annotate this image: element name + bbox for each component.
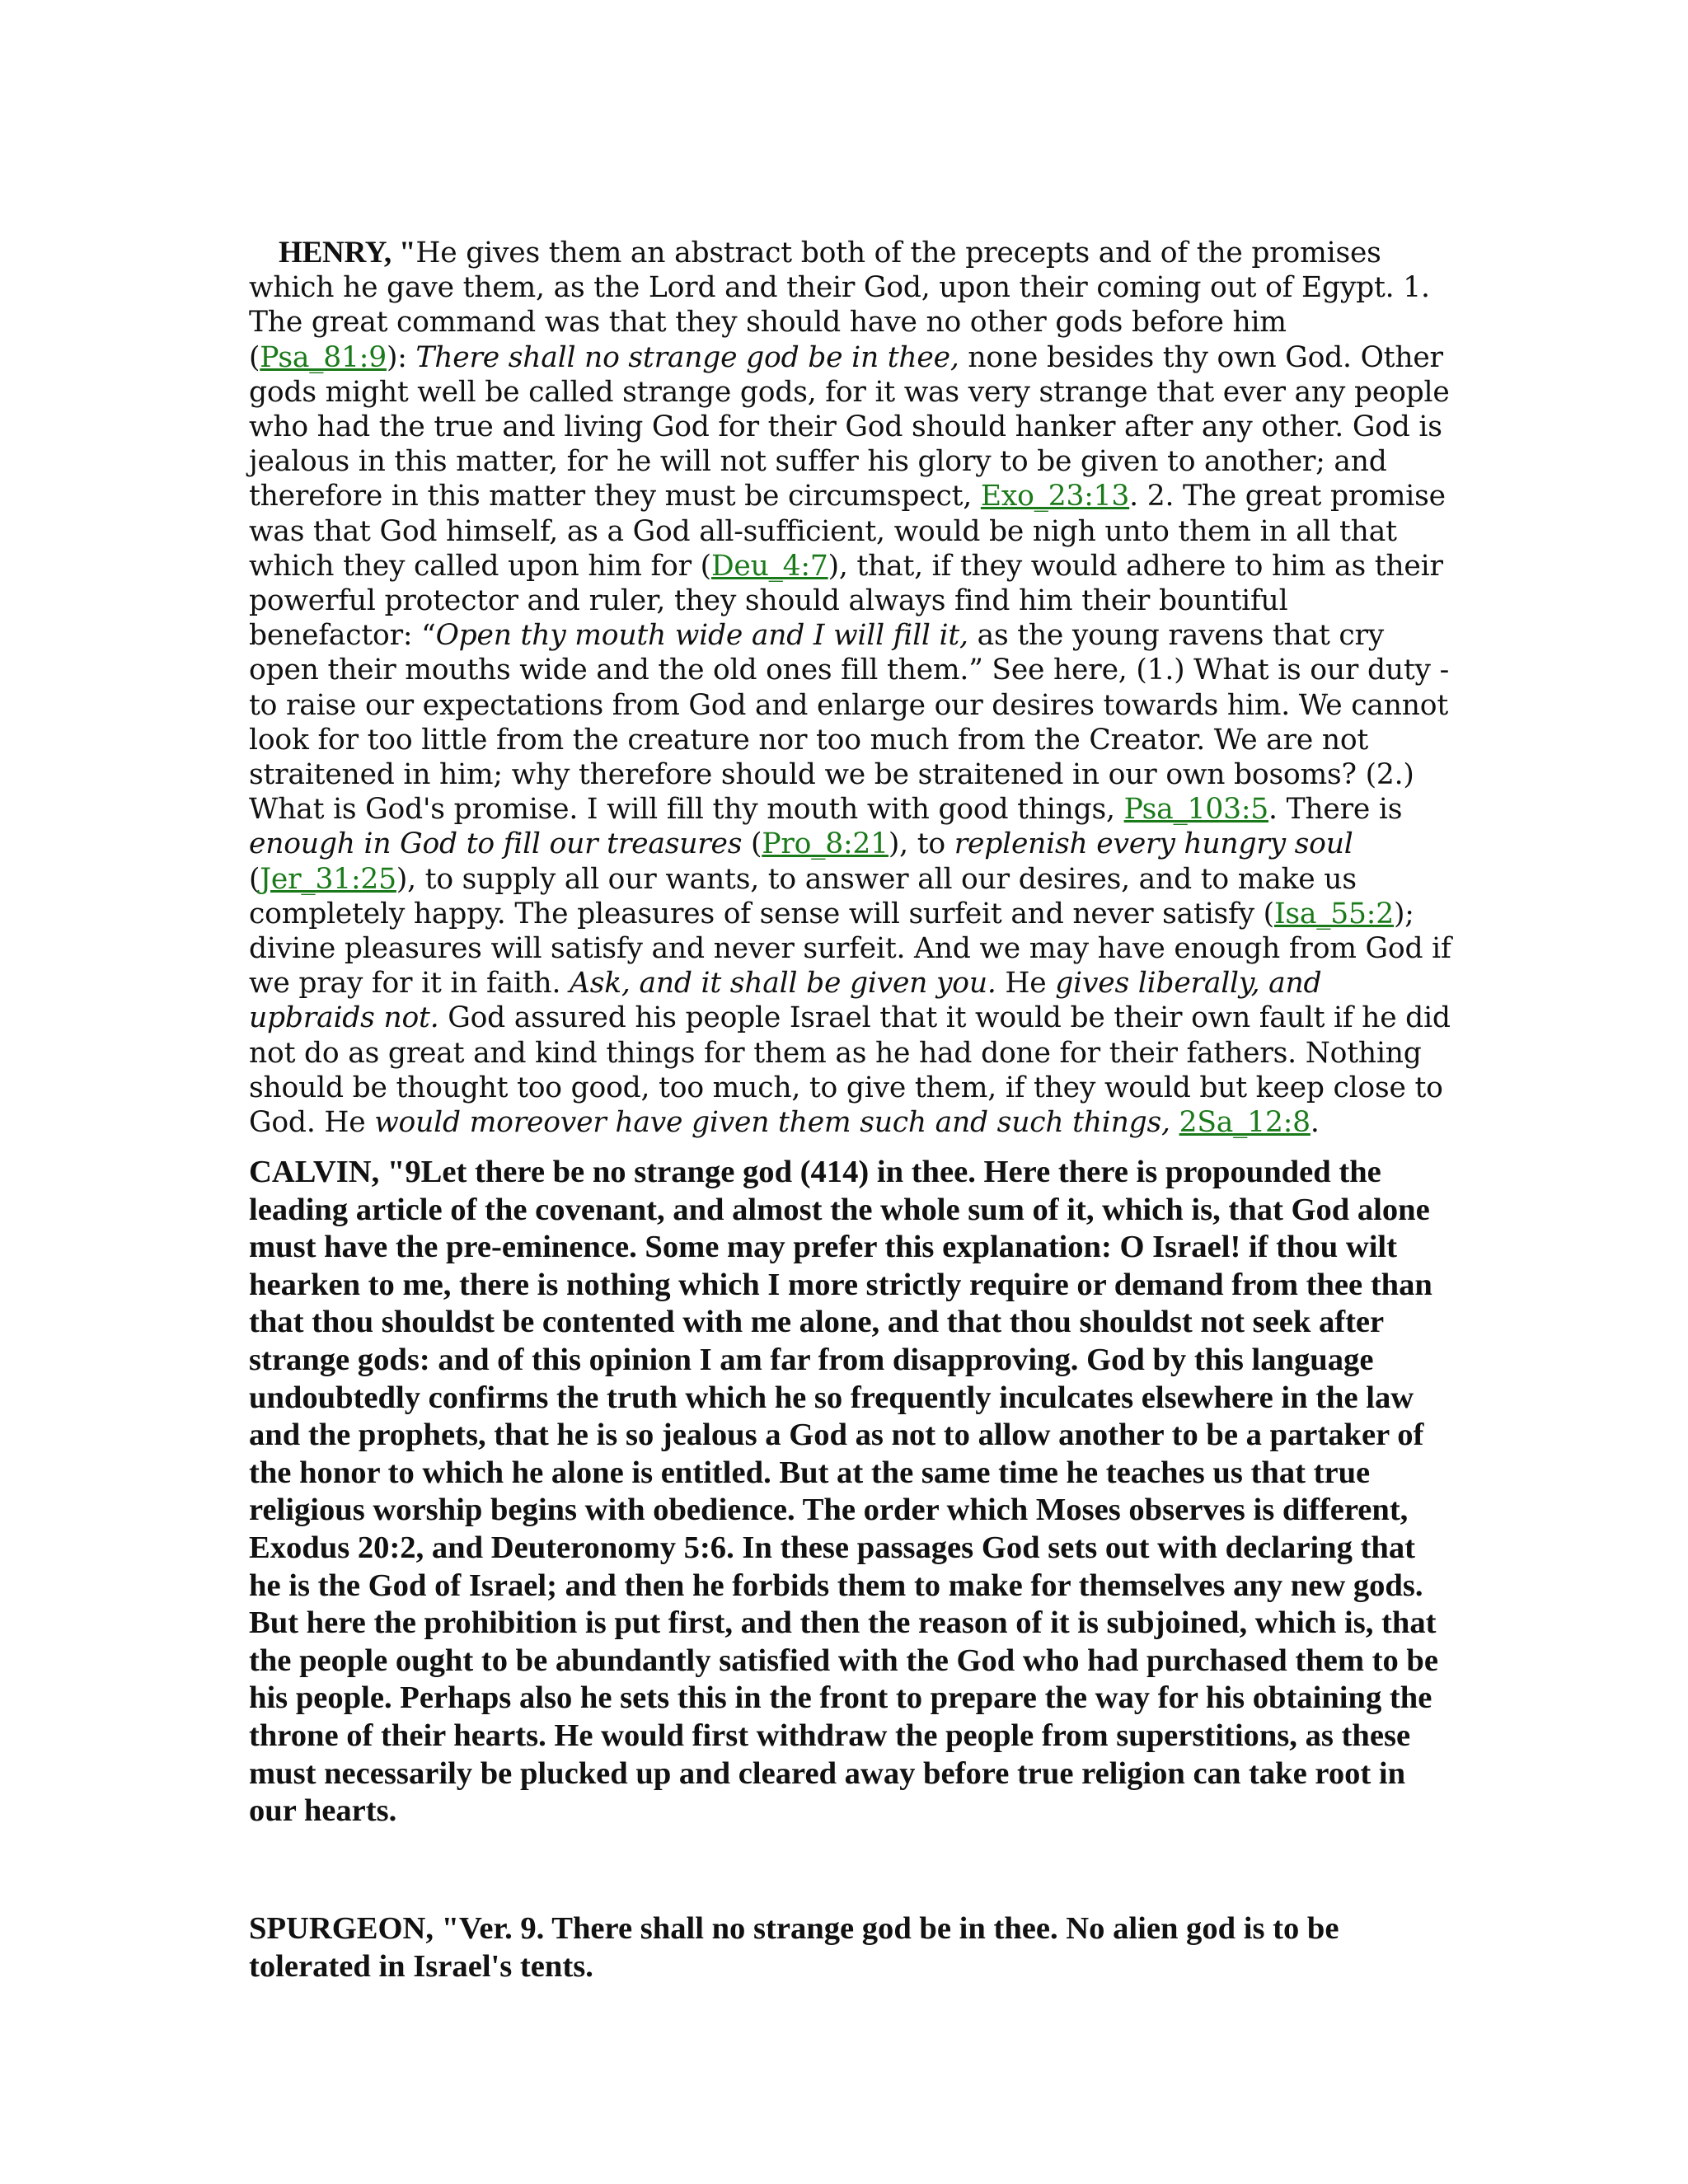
henry-text: . There is (1268, 793, 1403, 827)
henry-text (1170, 1106, 1179, 1139)
henry-italic-text: Ask, and it shall be given you. (570, 967, 996, 1001)
henry-text: He (996, 967, 1056, 1001)
scripture-link-psa-103-5[interactable]: Psa_103:5 (1123, 793, 1269, 827)
henry-commentary (249, 236, 1452, 1140)
scripture-link-exo-23-13[interactable]: Exo_23:13 (980, 480, 1130, 513)
henry-italic-text: Open thy mouth wide and I will fill it, (435, 619, 968, 653)
henry-text: . 2. The great promise was that God himself, as a God all-sufficient, would be nigh unto them in all that which they called upon him for ( (249, 480, 1446, 583)
henry-text: ): (386, 340, 416, 374)
scripture-link-2sa-12-8[interactable]: 2Sa_12:8 (1179, 1106, 1311, 1140)
henry-text: He gives them an abstract both of the precepts and of the promises which he gave them, as the Lord and their God, upon their coming out of Egypt. 1. The great command was that they should have no other gods before him ( (249, 237, 1430, 374)
henry-text: God assured his people Israel that it would be their own fault if he did not do as great and kind things for them as he had done for their fathers. Nothing should be thought too good, too much, to give them, if they would but keep close to God. He (249, 1001, 1451, 1140)
henry-text: . (1310, 1106, 1320, 1140)
henry-text: none besides thy own God. Other gods might well be called strange gods, for it was very strange that ever any people who had the true and living God for their God should hanker after any other. God is jealous in this matter, for he will not suffer his glory to be given to another; and therefore in this matter they must be circumspect, (249, 340, 1450, 513)
scripture-link-psa-81-9[interactable]: Psa_81:9 (260, 340, 387, 374)
henry-italic-text: replenish every hungry soul (954, 827, 1353, 861)
henry-italic-text: gives liberally, and upbraids not. (249, 967, 1322, 1035)
henry-italic-text: would moreover have given them such and such things, (374, 1106, 1170, 1140)
henry-text: ), that, if they would adhere to him as their powerful protector and ruler, they should always find him their bountiful benefactor: “ (249, 549, 1443, 653)
henry-text: ( (249, 862, 260, 896)
scripture-link-deu-4-7[interactable]: Deu_4:7 (710, 549, 828, 583)
henry-text: ), to supply all our wants, to answer all our desires, and to make us completely happy. The pleasures of sense will surfeit and never satisfy ( (249, 862, 1357, 930)
scripture-link-jer-31-25[interactable]: Jer_31:25 (260, 862, 396, 896)
henry-author-label: HENRY, " (279, 236, 416, 269)
scripture-link-isa-55-2[interactable]: Isa_55:2 (1273, 897, 1394, 930)
henry-text: ), to (888, 827, 954, 861)
henry-italic-text: There shall no strange god be in thee, (415, 340, 959, 374)
scripture-link-pro-8-21[interactable]: Pro_8:21 (762, 827, 889, 861)
henry-text: ); divine pleasures will satisfy and never surfeit. And we may have enough from God if we pray for it in faith. (249, 897, 1451, 1001)
henry-text: as the young ravens that cry open their mouths wide and the old ones fill them.” See here, (1.) What is our duty - to raise our expectations from God and enlarge our desires towards him. We cannot look for too little from the creature nor too much from the Creator. We are not straitened in him; why therefore should we be straitened in our own bosoms? (2.) What is God's promise. I will fill thy mouth with good things, (249, 619, 1450, 827)
calvin-commentary: CALVIN, "9Let there be no strange god (414) in thee. Here there is propounded the leading article of the covenant, and almost the whole sum of it, which is, that God alone must have the pre-eminence. Some may prefer this explanation: O Israel! if thou wilt hearken to me, there is nothing which I more strictly require or demand from thee than that thou shouldst be contented with me alone, and that thou shouldst not seek after strange gods: and of this opinion I am far from disapproving. God by this language undoubtedly confirms the truth which he so frequently inculcates elsewhere in the law and the prophets, that he is so jealous a God as not to allow another to be a partaker of the honor to which he alone is entitled. But at the same time he teaches us that true religious worship begins with obedience. The order which Moses observes is different, Exodus 20:2, and Deuteronomy 5:6. In these passages God sets out with declaring that he is the God of Israel; and then he forbids them to make for themselves any new gods. But here the prohibition is put first, and then the reason of it is subjoined, which is, that the people ought to be abundantly satisfied with the God who had purchased them to be his people. Perhaps also he sets this in the front to prepare the way for his obtaining the throne of their hearts. He would first withdraw the people from superstitions, as these must necessarily be plucked up and cleared away before true religion can take root in our hearts. (249, 1155, 1438, 1829)
henry-italic-text: enough in God to fill our treasures (249, 827, 743, 861)
spurgeon-commentary: SPURGEON, "Ver. 9. There shall no strange god be in thee. No alien god is to be tolerated in Israel's tents. (249, 1911, 1339, 1984)
henry-text: ( (742, 827, 762, 861)
